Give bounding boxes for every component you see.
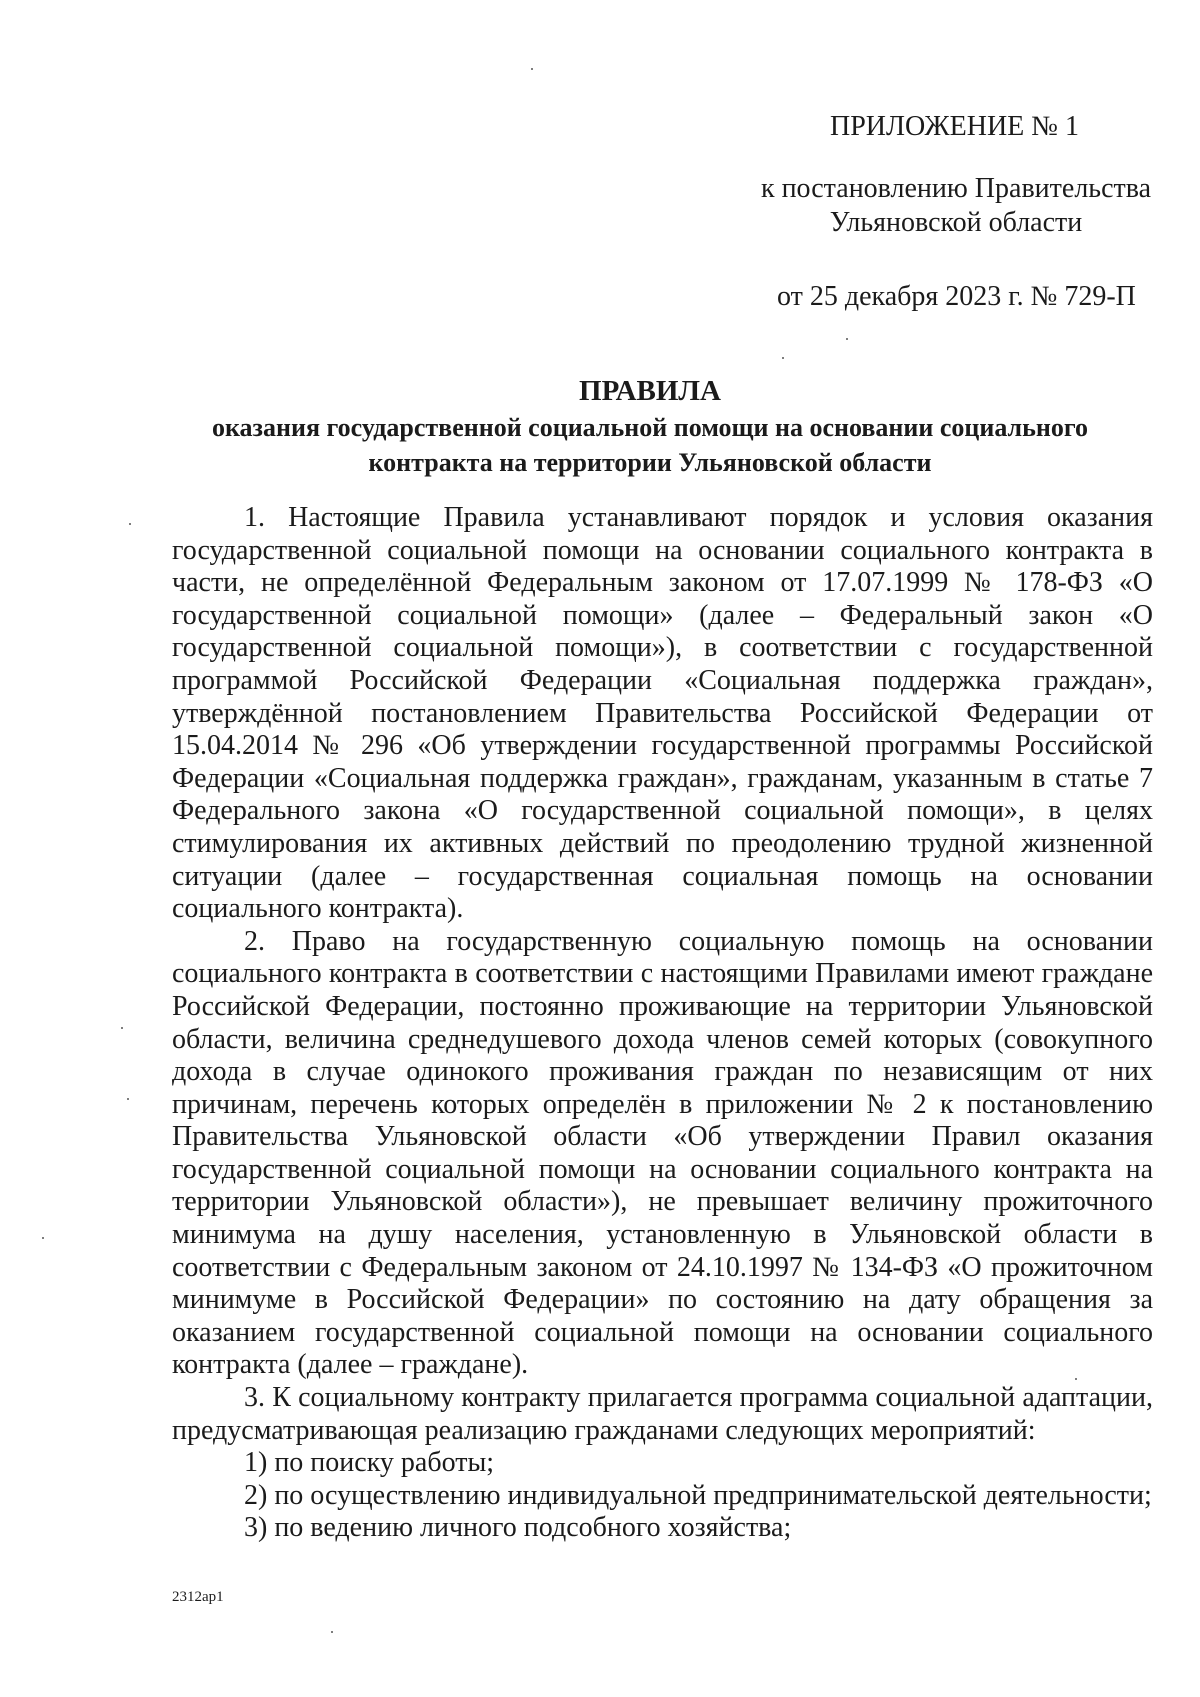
list-item-2: 2) по осуществлению индивидуальной предпринимательской деятельности;	[244, 1479, 1152, 1511]
scan-speck	[782, 357, 784, 359]
title-main: ПРАВИЛА	[579, 375, 721, 407]
paragraph-1: 1. Настоящие Правила устанавливают порядок и условия оказания государственной социальной помощи на основании социального контракта в части, не определённой Федеральным законом от 17.07.1999 № 178-ФЗ «О государственной социальной помощи» (далее – Федеральный закон «О государственной социальной помощи»), в соответствии с государственной программой Российской Федерации «Социальная поддержка граждан», утверждённой постановлением Правительства Российской Федерации от 15.04.2014 № 296 «Об утверждении государственной программы Российской Федерации «Социальная поддержка граждан», гражданам, указанным в статье 7 Федерального закона «О государственной социальной помощи», в целях стимулирования их активных действий по преодолению трудной жизненной ситуации (далее – государственная социальная помощь на основании социального контракта).	[172, 502, 1153, 925]
decree-reference-line-2: Ульяновской области	[829, 207, 1083, 238]
paragraph-2: 2. Право на государственную социальную помощь на основании социального контракта в соответствии с настоящими Правилами имеют граждане Российской Федерации, постоянно проживающие на территории Ульяновской области, величина среднедушевого дохода членов семей которых (совокупного дохода в случае одинокого проживания граждан по независящим от них причинам, перечень которых определён в приложении № 2 к постановлению Правительства Ульяновской области «Об утверждении Правил оказания государственной социальной помощи на основании социального контракта на территории Ульяновской области»), не превышает величину прожиточного минимума на душу населения, установленную в Ульяновской области в соответствии с Федеральным законом от 24.10.1997 № 134-ФЗ «О прожиточном минимуме в Российской Федерации» по состоянию на дату обращения за оказанием государственной социальной помощи на основании социального контракта (далее – граждане).	[172, 925, 1153, 1381]
decree-reference-line-1: к постановлению Правительства	[760, 173, 1152, 204]
scan-speck	[129, 523, 131, 525]
document-title	[170, 372, 1130, 480]
decree-date-number: от 25 декабря 2023 г. № 729-П	[777, 281, 1136, 312]
document-code: 2312ap1	[172, 1589, 224, 1605]
decree-reference	[758, 172, 1154, 240]
appendix-label: ПРИЛОЖЕНИЕ № 1	[830, 111, 1079, 142]
scan-speck	[42, 1237, 44, 1239]
scan-speck	[1075, 1378, 1077, 1380]
scan-speck	[127, 1098, 129, 1100]
scan-speck	[531, 68, 533, 70]
scan-speck	[846, 338, 848, 340]
document-body	[172, 502, 1153, 1545]
list-item-1: 1) по поиску работы;	[244, 1447, 495, 1479]
title-sub-line-2: контракта на территории Ульяновской области	[368, 448, 932, 477]
list-item-3: 3) по ведению личного подсобного хозяйства;	[244, 1512, 792, 1544]
title-sub-line-1: оказания государственной социальной помощи на основании социального	[211, 413, 1089, 442]
paragraph-3: 3. К социальному контракту прилагается программа социальной адаптации, предусматривающая реализацию гражданами следующих мероприятий:	[172, 1382, 1153, 1446]
scan-speck	[121, 1027, 123, 1029]
scan-speck	[331, 1631, 333, 1633]
